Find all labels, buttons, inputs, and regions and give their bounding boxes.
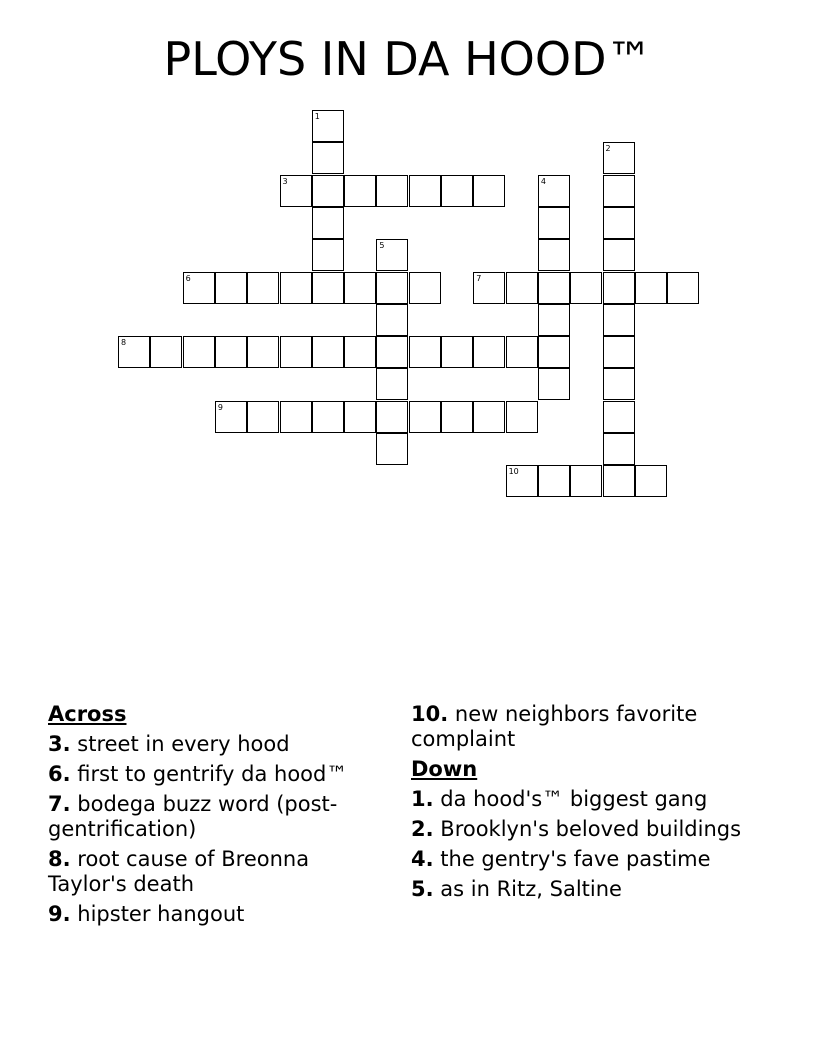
grid-cell[interactable] <box>473 272 505 304</box>
grid-cell[interactable] <box>603 336 635 368</box>
grid-cell[interactable] <box>603 465 635 497</box>
cell-number: 2 <box>605 144 611 154</box>
cell-number: 7 <box>476 273 482 283</box>
grid-cell[interactable] <box>635 272 667 304</box>
cell-number: 10 <box>508 467 519 477</box>
clue-text: as in Ritz, Saltine <box>440 877 622 901</box>
grid-cell[interactable] <box>376 272 408 304</box>
grid-cell[interactable] <box>603 401 635 433</box>
grid-cell[interactable] <box>280 336 312 368</box>
grid-cell[interactable] <box>183 336 215 368</box>
grid-cell[interactable] <box>409 175 441 207</box>
grid-cell[interactable] <box>247 336 279 368</box>
grid-cell[interactable] <box>312 207 344 239</box>
cell-number: 8 <box>121 338 127 348</box>
grid-cell[interactable] <box>538 465 570 497</box>
grid-cell[interactable] <box>247 401 279 433</box>
grid-cell[interactable] <box>506 401 538 433</box>
grid-cell[interactable] <box>473 336 505 368</box>
grid-cell[interactable] <box>344 401 376 433</box>
grid-cell[interactable] <box>603 272 635 304</box>
grid-cell[interactable] <box>280 175 312 207</box>
cell-number: 4 <box>540 176 546 186</box>
grid-cell[interactable] <box>312 336 344 368</box>
grid-cell[interactable] <box>635 465 667 497</box>
cell-number: 6 <box>185 273 191 283</box>
grid-cell[interactable] <box>603 304 635 336</box>
grid-cell[interactable] <box>538 336 570 368</box>
grid-cell[interactable] <box>538 175 570 207</box>
grid-cell[interactable] <box>603 239 635 271</box>
grid-cell[interactable] <box>570 465 602 497</box>
grid-cell[interactable] <box>538 239 570 271</box>
clue-down-4 <box>411 847 771 872</box>
grid-cell[interactable] <box>441 175 473 207</box>
clue-number: 2. <box>411 817 434 841</box>
grid-cell[interactable] <box>312 272 344 304</box>
clue-number: 10. <box>411 702 449 726</box>
clue-number: 7. <box>48 792 71 816</box>
cell-number: 3 <box>282 176 288 186</box>
grid-cell[interactable] <box>473 401 505 433</box>
clue-across-9 <box>48 902 393 927</box>
grid-cell[interactable] <box>376 368 408 400</box>
grid-cell[interactable] <box>312 110 344 142</box>
grid-cell[interactable] <box>538 304 570 336</box>
cell-number: 9 <box>217 402 223 412</box>
grid-cell[interactable] <box>312 401 344 433</box>
grid-cell[interactable] <box>409 401 441 433</box>
grid-cell[interactable] <box>280 401 312 433</box>
clue-number: 8. <box>48 847 71 871</box>
cell-number: 1 <box>314 112 320 121</box>
grid-cell[interactable] <box>344 175 376 207</box>
grid-cell[interactable] <box>603 207 635 239</box>
grid-cell[interactable] <box>441 336 473 368</box>
clue-text: Brooklyn's beloved buildings <box>440 817 742 841</box>
clue-number: 6. <box>48 762 71 786</box>
grid-cell[interactable] <box>344 336 376 368</box>
clue-text: street in every hood <box>77 732 290 756</box>
grid-cell[interactable] <box>376 433 408 465</box>
clue-across-3 <box>48 732 393 757</box>
grid-cell[interactable] <box>538 272 570 304</box>
grid-cell[interactable] <box>603 433 635 465</box>
grid-cell[interactable] <box>441 401 473 433</box>
clues-left-column <box>48 702 393 932</box>
puzzle-title: PLOYS IN DA HOOD™ <box>163 32 653 86</box>
grid-cell[interactable] <box>570 272 602 304</box>
grid-cell[interactable] <box>215 401 247 433</box>
clue-text: hipster hangout <box>77 902 245 926</box>
grid-cell[interactable] <box>409 272 441 304</box>
grid-cell[interactable] <box>506 465 538 497</box>
across-heading: Across <box>48 702 127 726</box>
grid-cell[interactable] <box>280 272 312 304</box>
clue-down-2 <box>411 817 771 842</box>
clue-across-8 <box>48 847 393 897</box>
grid-cell[interactable] <box>215 336 247 368</box>
clue-number: 1. <box>411 787 434 811</box>
grid-cell[interactable] <box>344 272 376 304</box>
grid-cell[interactable] <box>376 336 408 368</box>
cell-number: 5 <box>379 241 385 251</box>
clue-text: bodega buzz word (post-gentrification) <box>48 792 338 841</box>
clue-number: 3. <box>48 732 71 756</box>
clue-across-6 <box>48 762 393 787</box>
grid-cell[interactable] <box>312 239 344 271</box>
grid-cell[interactable] <box>183 272 215 304</box>
clue-text: new neighbors favorite complaint <box>411 702 698 751</box>
grid-cell[interactable] <box>118 336 150 368</box>
clue-text: the gentry's fave pastime <box>440 847 711 871</box>
grid-cell[interactable] <box>150 336 182 368</box>
clue-down-1 <box>411 787 771 812</box>
clue-number: 5. <box>411 877 434 901</box>
grid-cell[interactable] <box>603 142 635 174</box>
grid-cell[interactable] <box>473 175 505 207</box>
clues-right-column <box>411 702 771 907</box>
clue-across-10 <box>411 702 771 752</box>
grid-cell[interactable] <box>312 142 344 174</box>
grid-cell[interactable] <box>667 272 699 304</box>
clue-across-7 <box>48 792 393 842</box>
grid-cell[interactable] <box>603 175 635 207</box>
grid-cell[interactable] <box>506 272 538 304</box>
grid-cell[interactable] <box>538 368 570 400</box>
grid-cell[interactable] <box>215 272 247 304</box>
grid-cell[interactable] <box>312 175 344 207</box>
grid-cell[interactable] <box>376 239 408 271</box>
down-heading: Down <box>411 757 478 781</box>
grid-cell[interactable] <box>603 368 635 400</box>
grid-cell[interactable] <box>376 401 408 433</box>
clue-number: 4. <box>411 847 434 871</box>
clue-text: root cause of Breonna Taylor's death <box>48 847 310 896</box>
grid-cell[interactable] <box>538 207 570 239</box>
clue-number: 9. <box>48 902 71 926</box>
clue-text: first to gentrify da hood™ <box>77 762 348 786</box>
grid-cell[interactable] <box>376 175 408 207</box>
clue-down-5 <box>411 877 771 902</box>
grid-cell[interactable] <box>409 336 441 368</box>
grid-cell[interactable] <box>506 336 538 368</box>
clue-text: da hood's™ biggest gang <box>440 787 708 811</box>
grid-cell[interactable] <box>247 272 279 304</box>
grid-cell[interactable] <box>376 304 408 336</box>
